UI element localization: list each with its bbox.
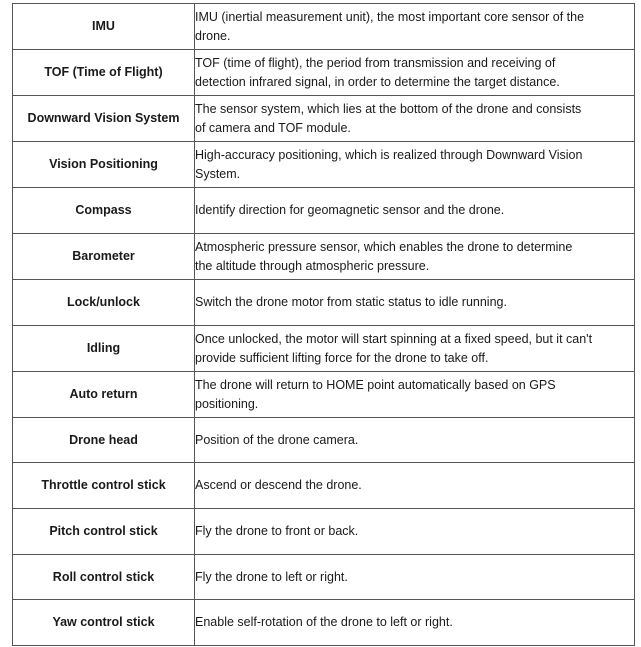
definition-text: Enable self-rotation of the drone to left or right.: [195, 615, 453, 629]
term-cell: Roll control stick: [13, 555, 195, 600]
table-row: [13, 600, 635, 646]
term-cell: Idling: [13, 326, 195, 372]
term-cell: Drone head: [13, 418, 195, 463]
definition-cell: [195, 96, 635, 142]
term-cell: TOF (Time of Flight): [13, 50, 195, 96]
table-row: [13, 234, 635, 280]
table-row: [13, 4, 635, 50]
definition-cell: [195, 188, 635, 234]
term-cell: Vision Positioning: [13, 142, 195, 188]
definition-cell: [195, 555, 635, 600]
definition-cell: [195, 600, 635, 646]
definition-text: IMU (inertial measurement unit), the most important core sensor of the drone.: [195, 9, 585, 43]
table-row: [13, 96, 635, 142]
definition-cell: [195, 280, 635, 326]
table-row: [13, 280, 635, 326]
definition-text: TOF (time of flight), the period from transmission and receiving of detection infrared signal, in order to determine the target distance.: [195, 55, 560, 89]
definition-cell: [195, 372, 635, 418]
table-row: [13, 418, 635, 463]
term-cell: Compass: [13, 188, 195, 234]
term-cell: IMU: [13, 4, 195, 50]
glossary-table: [12, 3, 635, 646]
definition-cell: [195, 326, 635, 372]
term-cell: Auto return: [13, 372, 195, 418]
term-cell: Throttle control stick: [13, 463, 195, 509]
definition-text: Switch the drone motor from static status to idle running.: [195, 295, 507, 309]
definition-cell: [195, 418, 635, 463]
table-row: [13, 142, 635, 188]
definition-text: Ascend or descend the drone.: [195, 478, 362, 492]
definition-text: The drone will return to HOME point automatically based on GPS positioning.: [195, 377, 556, 411]
definition-text: Fly the drone to front or back.: [195, 524, 359, 538]
table-row: [13, 509, 635, 555]
table-row: [13, 555, 635, 600]
table-row: [13, 326, 635, 372]
table-row: [13, 463, 635, 509]
definition-cell: [195, 234, 635, 280]
table-row: [13, 372, 635, 418]
definition-text: High-accuracy positioning, which is realized through Downward Vision System.: [195, 147, 583, 181]
definition-text: Once unlocked, the motor will start spinning at a fixed speed, but it can't provide sufficient lifting force for the drone to take off.: [195, 331, 593, 365]
table-row: [13, 50, 635, 96]
definition-text: Fly the drone to left or right.: [195, 569, 348, 584]
definition-text: Atmospheric pressure sensor, which enables the drone to determine the altitude through atmospheric pressure.: [195, 239, 573, 273]
definition-text: Identify direction for geomagnetic sensor and the drone.: [195, 203, 505, 217]
term-cell: Downward Vision System: [13, 96, 195, 142]
definition-text: Position of the drone camera.: [195, 432, 359, 447]
term-cell: Yaw control stick: [13, 600, 195, 646]
definition-text: The sensor system, which lies at the bottom of the drone and consists of camera and TOF module.: [195, 101, 582, 135]
definition-cell: [195, 4, 635, 50]
term-cell: Lock/unlock: [13, 280, 195, 326]
definition-cell: [195, 463, 635, 509]
term-cell: Pitch control stick: [13, 509, 195, 555]
definition-cell: [195, 50, 635, 96]
definition-cell: [195, 509, 635, 555]
table-row: [13, 188, 635, 234]
term-cell: Barometer: [13, 234, 195, 280]
definition-cell: [195, 142, 635, 188]
